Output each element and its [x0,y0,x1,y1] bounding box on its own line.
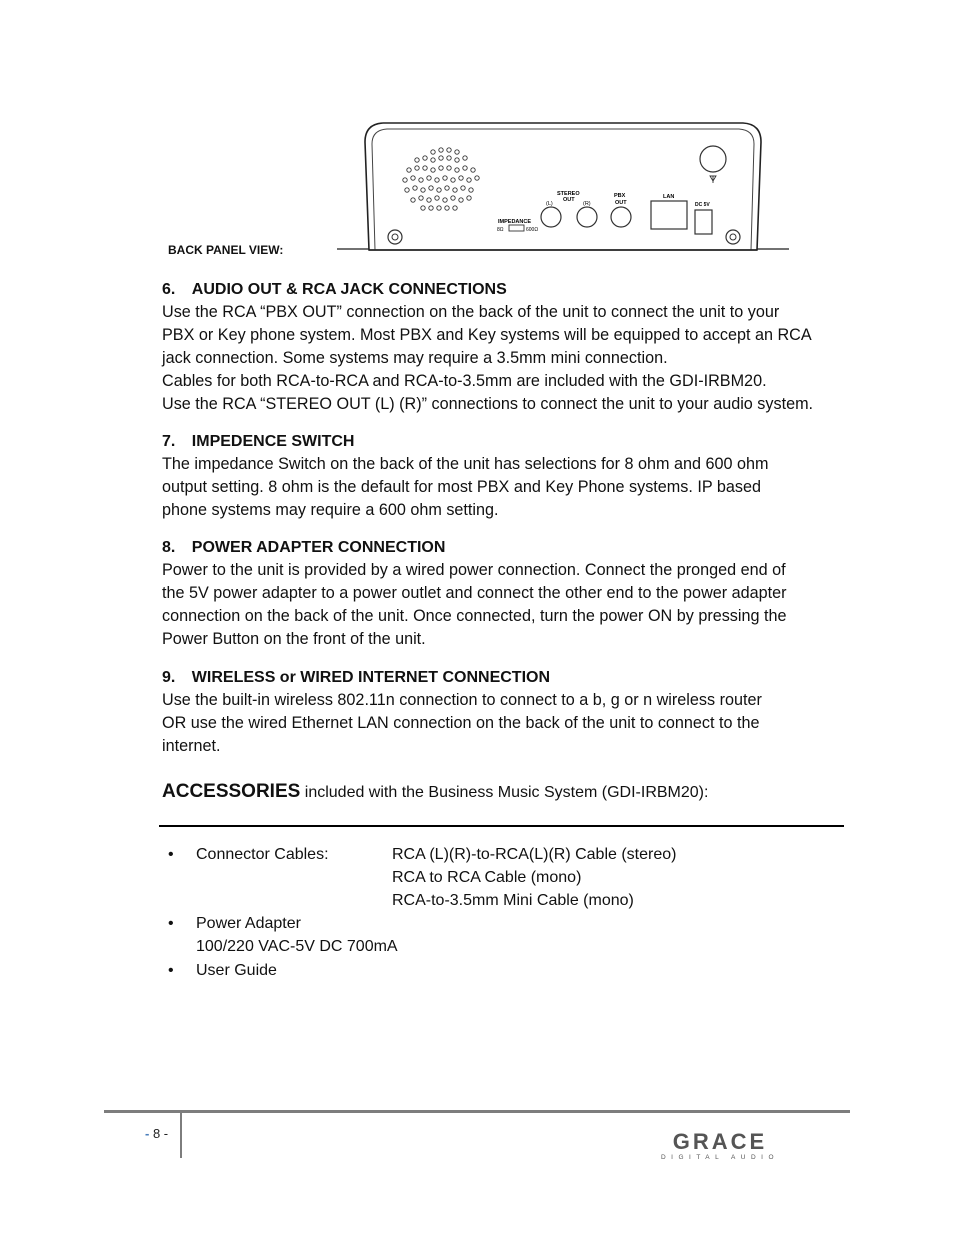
list-item-label: Connector Cables: [196,846,329,863]
section-7-body [162,453,852,522]
bullet-icon: • [168,846,174,863]
accessories-subtitle: included with the Business Music System (GDI-IRBM20): [300,784,709,801]
body-line: connection on the back of the unit. Once connected, turn the power ON by pressing the [162,607,787,625]
bullet-icon: • [168,915,174,932]
body-line: internet. [162,737,221,755]
back-panel-caption: BACK PANEL VIEW: [168,243,284,257]
body-line: phone systems may require a 600 ohm setting. [162,501,499,519]
body-line: Power Button on the front of the unit. [162,630,426,648]
section-number: 8. [162,539,176,556]
page-number-value: 8 - [149,1126,169,1141]
section-8-body [162,559,852,651]
body-line: OR use the wired Ethernet LAN connection on the back of the unit to connect to the [162,714,760,732]
section-7-heading [162,433,354,451]
body-line: The impedance Switch on the back of the unit has selections for 8 ohm and 600 ohm [162,455,769,473]
body-line: Power to the unit is provided by a wired power connection. Connect the pronged end of [162,561,786,579]
accessories-heading [162,781,708,803]
bullet-icon: • [168,962,174,979]
body-line: PBX or Key phone system. Most PBX and Key systems will be equipped to accept an RCA [162,326,812,344]
section-title: IMPEDENCE SWITCH [191,433,355,450]
section-title: AUDIO OUT & RCA JACK CONNECTIONS [191,281,507,298]
section-title: WIRELESS or WIRED INTERNET CONNECTION [191,669,551,686]
logo-main-text: GRACE [672,1132,768,1154]
svg-text:LAN: LAN [663,194,675,200]
svg-text:IMPEDANCE: IMPEDANCE [498,219,532,225]
svg-text:(R): (R) [583,201,591,207]
section-title: POWER ADAPTER CONNECTION [191,539,446,556]
section-9-body [162,689,852,758]
section-8-heading [162,539,445,557]
list-item-detail: RCA (L)(R)-to-RCA(L)(R) Cable (stereo) [392,846,677,863]
body-line: output setting. 8 ohm is the default for most PBX and Key Phone systems. IP based [162,478,761,496]
svg-text:8Ω: 8Ω [497,227,504,233]
section-number: 7. [162,433,176,450]
svg-text:OUT: OUT [615,200,627,206]
section-number: 9. [162,669,176,686]
svg-text:PBX: PBX [614,193,626,199]
accessories-title: ACCESSORIES [162,781,301,802]
list-item-label: User Guide [196,962,277,979]
back-panel-illustration [333,112,793,257]
footer-rule [104,1110,850,1113]
list-item-detail: RCA-to-3.5mm Mini Cable (mono) [392,892,634,909]
svg-text:STEREO: STEREO [557,191,580,197]
body-line: Use the RCA “STEREO OUT (L) (R)” connections to connect the unit to your audio system. [162,395,814,413]
page-number-dash: - [145,1126,150,1141]
body-line: the 5V power adapter to a power outlet and connect the other end to the power adapter [162,584,787,602]
svg-text:600Ω: 600Ω [526,227,539,233]
section-6-heading [162,281,507,299]
body-line: jack connection. Some systems may require a 3.5mm mini connection. [162,349,668,367]
list-item-detail: RCA to RCA Cable (mono) [392,869,582,886]
section-6-body [162,301,852,416]
body-line: Use the RCA “PBX OUT” connection on the back of the unit to connect the unit to your [162,303,780,321]
list-item-detail: 100/220 VAC-5V DC 700mA [196,938,398,955]
footer-divider [180,1110,182,1158]
list-item-label: Power Adapter [196,915,301,932]
logo-sub-text: DIGITAL AUDIO [660,1154,780,1161]
svg-text:(L): (L) [546,201,553,207]
section-9-heading [162,669,550,687]
page-number [145,1126,168,1141]
body-line: Use the built-in wireless 802.11n connection to connect to a b, g or n wireless router [162,691,762,709]
svg-text:OUT: OUT [563,197,575,203]
divider [159,825,844,827]
svg-text:DC 5V: DC 5V [695,202,710,208]
grace-logo [656,1132,784,1162]
body-line: Cables for both RCA-to-RCA and RCA-to-3.5mm are included with the GDI-IRBM20. [162,372,767,390]
section-number: 6. [162,281,176,298]
